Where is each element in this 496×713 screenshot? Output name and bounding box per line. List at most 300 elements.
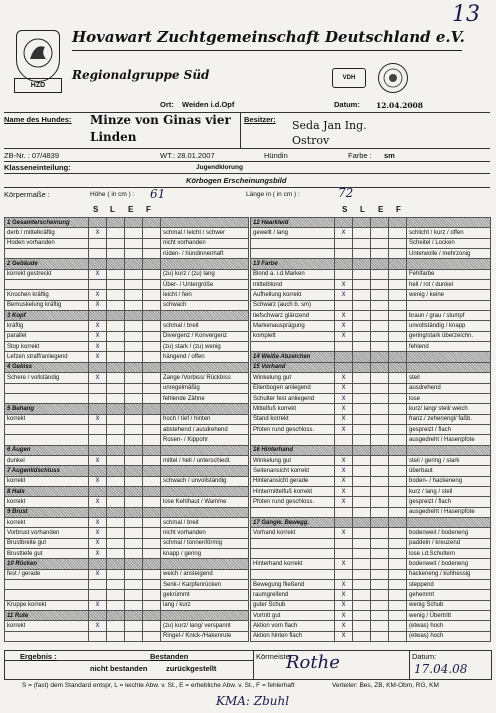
- right-rating-cell[interactable]: [389, 228, 407, 238]
- right-rating-cell[interactable]: [371, 352, 389, 362]
- right-rating-cell[interactable]: [389, 383, 407, 393]
- left-rating-cell[interactable]: [125, 611, 143, 621]
- left-rating-cell[interactable]: [125, 238, 143, 248]
- left-rating-cell[interactable]: X: [89, 352, 107, 362]
- left-rating-cell[interactable]: [125, 331, 143, 341]
- right-rating-cell[interactable]: [371, 311, 389, 321]
- right-rating-cell[interactable]: [371, 517, 389, 527]
- left-rating-cell[interactable]: [143, 269, 161, 279]
- left-rating-cell[interactable]: [125, 580, 143, 590]
- right-rating-cell[interactable]: [389, 249, 407, 259]
- right-rating-cell[interactable]: [353, 321, 371, 331]
- left-rating-cell[interactable]: [125, 559, 143, 569]
- right-rating-cell[interactable]: [389, 218, 407, 228]
- left-rating-cell[interactable]: [125, 373, 143, 383]
- left-rating-cell[interactable]: [107, 352, 125, 362]
- left-rating-cell[interactable]: [125, 404, 143, 414]
- left-rating-cell[interactable]: [143, 476, 161, 486]
- left-rating-cell[interactable]: [143, 549, 161, 559]
- left-rating-cell[interactable]: [89, 590, 107, 600]
- right-rating-cell[interactable]: [335, 445, 353, 455]
- left-rating-cell[interactable]: [143, 590, 161, 600]
- left-rating-cell[interactable]: X: [89, 373, 107, 383]
- left-rating-cell[interactable]: [89, 362, 107, 372]
- right-rating-cell[interactable]: [389, 466, 407, 476]
- right-rating-cell[interactable]: [371, 528, 389, 538]
- left-rating-cell[interactable]: [107, 538, 125, 548]
- left-rating-cell[interactable]: [125, 445, 143, 455]
- left-rating-cell[interactable]: [125, 290, 143, 300]
- right-rating-cell[interactable]: [353, 249, 371, 259]
- right-rating-cell[interactable]: [389, 517, 407, 527]
- left-rating-cell[interactable]: [107, 300, 125, 310]
- right-rating-cell[interactable]: [353, 290, 371, 300]
- left-rating-cell[interactable]: [125, 342, 143, 352]
- left-rating-cell[interactable]: [107, 269, 125, 279]
- right-rating-cell[interactable]: [389, 455, 407, 465]
- right-rating-cell[interactable]: X: [335, 486, 353, 496]
- right-rating-cell[interactable]: [371, 280, 389, 290]
- right-rating-cell[interactable]: [353, 238, 371, 248]
- right-rating-cell[interactable]: [353, 393, 371, 403]
- right-rating-cell[interactable]: [371, 476, 389, 486]
- left-rating-cell[interactable]: [89, 218, 107, 228]
- right-rating-cell[interactable]: [353, 538, 371, 548]
- right-rating-cell[interactable]: [353, 600, 371, 610]
- left-rating-cell[interactable]: [107, 373, 125, 383]
- left-rating-cell[interactable]: [125, 455, 143, 465]
- right-rating-cell[interactable]: X: [335, 280, 353, 290]
- left-rating-cell[interactable]: X: [89, 517, 107, 527]
- right-rating-cell[interactable]: X: [335, 631, 353, 641]
- right-rating-cell[interactable]: [353, 486, 371, 496]
- left-rating-cell[interactable]: X: [89, 569, 107, 579]
- left-rating-cell[interactable]: [107, 549, 125, 559]
- left-rating-cell[interactable]: [143, 290, 161, 300]
- left-rating-cell[interactable]: [89, 383, 107, 393]
- right-rating-cell[interactable]: X: [335, 393, 353, 403]
- right-rating-cell[interactable]: [353, 631, 371, 641]
- right-rating-cell[interactable]: [371, 249, 389, 259]
- right-rating-cell[interactable]: [353, 590, 371, 600]
- right-rating-cell[interactable]: [335, 507, 353, 517]
- left-rating-cell[interactable]: [125, 424, 143, 434]
- right-rating-cell[interactable]: [353, 300, 371, 310]
- right-rating-cell[interactable]: [389, 342, 407, 352]
- left-rating-cell[interactable]: [125, 269, 143, 279]
- left-rating-cell[interactable]: [143, 259, 161, 269]
- left-rating-cell[interactable]: [107, 621, 125, 631]
- right-rating-cell[interactable]: [389, 497, 407, 507]
- left-rating-cell[interactable]: [143, 621, 161, 631]
- right-rating-cell[interactable]: [371, 362, 389, 372]
- right-rating-cell[interactable]: [353, 621, 371, 631]
- left-rating-cell[interactable]: X: [89, 331, 107, 341]
- left-rating-cell[interactable]: [107, 383, 125, 393]
- right-rating-cell[interactable]: [371, 435, 389, 445]
- right-rating-cell[interactable]: X: [335, 528, 353, 538]
- left-rating-cell[interactable]: [125, 590, 143, 600]
- right-rating-cell[interactable]: [371, 414, 389, 424]
- left-rating-cell[interactable]: [89, 631, 107, 641]
- right-rating-cell[interactable]: [371, 590, 389, 600]
- left-rating-cell[interactable]: [143, 486, 161, 496]
- left-rating-cell[interactable]: [107, 424, 125, 434]
- right-rating-cell[interactable]: [335, 249, 353, 259]
- right-rating-cell[interactable]: [389, 611, 407, 621]
- left-rating-cell[interactable]: [107, 569, 125, 579]
- left-rating-cell[interactable]: [107, 311, 125, 321]
- right-rating-cell[interactable]: X: [335, 621, 353, 631]
- right-rating-cell[interactable]: [371, 373, 389, 383]
- right-rating-cell[interactable]: [389, 362, 407, 372]
- left-rating-cell[interactable]: [107, 259, 125, 269]
- right-rating-cell[interactable]: [353, 517, 371, 527]
- left-rating-cell[interactable]: [125, 621, 143, 631]
- right-rating-cell[interactable]: [353, 435, 371, 445]
- left-rating-cell[interactable]: [107, 455, 125, 465]
- right-rating-cell[interactable]: [371, 455, 389, 465]
- right-rating-cell[interactable]: [353, 466, 371, 476]
- right-rating-cell[interactable]: [371, 611, 389, 621]
- left-rating-cell[interactable]: [107, 590, 125, 600]
- left-rating-cell[interactable]: X: [89, 414, 107, 424]
- left-rating-cell[interactable]: [107, 559, 125, 569]
- right-rating-cell[interactable]: X: [335, 476, 353, 486]
- right-rating-cell[interactable]: [371, 383, 389, 393]
- left-rating-cell[interactable]: X: [89, 321, 107, 331]
- right-rating-cell[interactable]: X: [335, 373, 353, 383]
- right-rating-cell[interactable]: [389, 352, 407, 362]
- left-rating-cell[interactable]: [143, 414, 161, 424]
- right-rating-cell[interactable]: [371, 269, 389, 279]
- right-rating-cell[interactable]: [371, 538, 389, 548]
- left-rating-cell[interactable]: [107, 228, 125, 238]
- left-rating-cell[interactable]: [89, 259, 107, 269]
- left-rating-cell[interactable]: [125, 569, 143, 579]
- right-rating-cell[interactable]: [371, 466, 389, 476]
- right-rating-cell[interactable]: [389, 507, 407, 517]
- right-rating-cell[interactable]: [371, 621, 389, 631]
- left-rating-cell[interactable]: [143, 393, 161, 403]
- left-rating-cell[interactable]: [143, 538, 161, 548]
- left-rating-cell[interactable]: [89, 445, 107, 455]
- right-rating-cell[interactable]: X: [335, 600, 353, 610]
- left-rating-cell[interactable]: [125, 393, 143, 403]
- right-rating-cell[interactable]: [389, 486, 407, 496]
- left-rating-cell[interactable]: [107, 466, 125, 476]
- right-rating-cell[interactable]: [353, 549, 371, 559]
- left-rating-cell[interactable]: [143, 497, 161, 507]
- right-rating-cell[interactable]: [353, 269, 371, 279]
- right-rating-cell[interactable]: [335, 435, 353, 445]
- right-rating-cell[interactable]: [371, 300, 389, 310]
- left-rating-cell[interactable]: [143, 249, 161, 259]
- left-rating-cell[interactable]: [125, 486, 143, 496]
- right-rating-cell[interactable]: [389, 528, 407, 538]
- left-rating-cell[interactable]: [143, 362, 161, 372]
- left-rating-cell[interactable]: [107, 528, 125, 538]
- right-rating-cell[interactable]: [371, 445, 389, 455]
- right-rating-cell[interactable]: X: [335, 455, 353, 465]
- right-rating-cell[interactable]: [389, 424, 407, 434]
- left-rating-cell[interactable]: [125, 497, 143, 507]
- right-rating-cell[interactable]: [389, 393, 407, 403]
- left-rating-cell[interactable]: [125, 435, 143, 445]
- left-rating-cell[interactable]: [125, 466, 143, 476]
- right-rating-cell[interactable]: [371, 321, 389, 331]
- right-rating-cell[interactable]: [389, 631, 407, 641]
- left-rating-cell[interactable]: [89, 424, 107, 434]
- right-rating-cell[interactable]: [389, 404, 407, 414]
- right-rating-cell[interactable]: [389, 331, 407, 341]
- left-rating-cell[interactable]: [107, 486, 125, 496]
- left-rating-cell[interactable]: X: [89, 549, 107, 559]
- right-rating-cell[interactable]: [335, 218, 353, 228]
- left-rating-cell[interactable]: [107, 435, 125, 445]
- right-rating-cell[interactable]: [389, 621, 407, 631]
- right-rating-cell[interactable]: X: [335, 497, 353, 507]
- right-rating-cell[interactable]: [389, 590, 407, 600]
- right-rating-cell[interactable]: [371, 497, 389, 507]
- left-rating-cell[interactable]: X: [89, 300, 107, 310]
- right-rating-cell[interactable]: [371, 404, 389, 414]
- left-rating-cell[interactable]: [107, 290, 125, 300]
- left-rating-cell[interactable]: [89, 466, 107, 476]
- right-rating-cell[interactable]: [389, 269, 407, 279]
- right-rating-cell[interactable]: [335, 538, 353, 548]
- left-rating-cell[interactable]: [125, 538, 143, 548]
- right-rating-cell[interactable]: X: [335, 424, 353, 434]
- right-rating-cell[interactable]: [353, 507, 371, 517]
- left-rating-cell[interactable]: [143, 455, 161, 465]
- right-rating-cell[interactable]: [353, 455, 371, 465]
- right-rating-cell[interactable]: [389, 559, 407, 569]
- right-rating-cell[interactable]: [335, 259, 353, 269]
- left-rating-cell[interactable]: [107, 517, 125, 527]
- left-rating-cell[interactable]: [107, 497, 125, 507]
- left-rating-cell[interactable]: [107, 631, 125, 641]
- right-rating-cell[interactable]: [353, 404, 371, 414]
- right-rating-cell[interactable]: [353, 362, 371, 372]
- left-rating-cell[interactable]: [125, 352, 143, 362]
- left-rating-cell[interactable]: X: [89, 476, 107, 486]
- left-rating-cell[interactable]: [125, 300, 143, 310]
- right-rating-cell[interactable]: [371, 342, 389, 352]
- left-rating-cell[interactable]: [89, 580, 107, 590]
- right-rating-cell[interactable]: [371, 631, 389, 641]
- right-rating-cell[interactable]: [371, 600, 389, 610]
- right-rating-cell[interactable]: [389, 414, 407, 424]
- left-rating-cell[interactable]: X: [89, 621, 107, 631]
- left-rating-cell[interactable]: [143, 580, 161, 590]
- right-rating-cell[interactable]: [389, 549, 407, 559]
- left-rating-cell[interactable]: [125, 414, 143, 424]
- right-rating-cell[interactable]: [389, 580, 407, 590]
- left-rating-cell[interactable]: [125, 383, 143, 393]
- right-rating-cell[interactable]: [353, 497, 371, 507]
- right-rating-cell[interactable]: [335, 352, 353, 362]
- left-rating-cell[interactable]: [89, 435, 107, 445]
- left-rating-cell[interactable]: [143, 445, 161, 455]
- left-rating-cell[interactable]: X: [89, 228, 107, 238]
- right-rating-cell[interactable]: [371, 259, 389, 269]
- left-rating-cell[interactable]: [107, 393, 125, 403]
- left-rating-cell[interactable]: [143, 352, 161, 362]
- right-rating-cell[interactable]: [353, 280, 371, 290]
- left-rating-cell[interactable]: [125, 218, 143, 228]
- left-rating-cell[interactable]: [143, 342, 161, 352]
- left-rating-cell[interactable]: [89, 280, 107, 290]
- left-rating-cell[interactable]: X: [89, 600, 107, 610]
- right-rating-cell[interactable]: [389, 569, 407, 579]
- right-rating-cell[interactable]: [371, 486, 389, 496]
- right-rating-cell[interactable]: [389, 435, 407, 445]
- right-rating-cell[interactable]: X: [335, 590, 353, 600]
- right-rating-cell[interactable]: X: [335, 383, 353, 393]
- left-rating-cell[interactable]: [125, 631, 143, 641]
- right-rating-cell[interactable]: [353, 528, 371, 538]
- left-rating-cell[interactable]: [107, 611, 125, 621]
- right-rating-cell[interactable]: X: [335, 311, 353, 321]
- left-rating-cell[interactable]: [125, 528, 143, 538]
- left-rating-cell[interactable]: [107, 600, 125, 610]
- right-rating-cell[interactable]: [371, 238, 389, 248]
- left-rating-cell[interactable]: [89, 311, 107, 321]
- left-rating-cell[interactable]: [107, 342, 125, 352]
- left-rating-cell[interactable]: [143, 383, 161, 393]
- left-rating-cell[interactable]: [143, 238, 161, 248]
- left-rating-cell[interactable]: [125, 362, 143, 372]
- left-rating-cell[interactable]: [143, 218, 161, 228]
- right-rating-cell[interactable]: [353, 611, 371, 621]
- right-rating-cell[interactable]: X: [335, 414, 353, 424]
- right-rating-cell[interactable]: [335, 300, 353, 310]
- left-rating-cell[interactable]: [89, 507, 107, 517]
- right-rating-cell[interactable]: [389, 311, 407, 321]
- right-rating-cell[interactable]: [371, 218, 389, 228]
- left-rating-cell[interactable]: [125, 280, 143, 290]
- left-rating-cell[interactable]: [143, 435, 161, 445]
- right-rating-cell[interactable]: X: [335, 290, 353, 300]
- right-rating-cell[interactable]: [371, 580, 389, 590]
- left-rating-cell[interactable]: [143, 528, 161, 538]
- right-rating-cell[interactable]: [371, 569, 389, 579]
- right-rating-cell[interactable]: [389, 280, 407, 290]
- left-rating-cell[interactable]: [89, 404, 107, 414]
- right-rating-cell[interactable]: [389, 600, 407, 610]
- left-rating-cell[interactable]: [107, 238, 125, 248]
- left-rating-cell[interactable]: [143, 507, 161, 517]
- right-rating-cell[interactable]: [389, 445, 407, 455]
- right-rating-cell[interactable]: [371, 424, 389, 434]
- left-rating-cell[interactable]: [107, 507, 125, 517]
- right-rating-cell[interactable]: [371, 507, 389, 517]
- left-rating-cell[interactable]: [143, 631, 161, 641]
- right-rating-cell[interactable]: [353, 476, 371, 486]
- left-rating-cell[interactable]: [107, 280, 125, 290]
- left-rating-cell[interactable]: [125, 311, 143, 321]
- right-rating-cell[interactable]: X: [335, 580, 353, 590]
- left-rating-cell[interactable]: [143, 311, 161, 321]
- right-rating-cell[interactable]: [371, 549, 389, 559]
- right-rating-cell[interactable]: [371, 559, 389, 569]
- left-rating-cell[interactable]: [125, 600, 143, 610]
- right-rating-cell[interactable]: X: [335, 228, 353, 238]
- right-rating-cell[interactable]: [389, 238, 407, 248]
- left-rating-cell[interactable]: [107, 362, 125, 372]
- right-rating-cell[interactable]: X: [335, 331, 353, 341]
- right-rating-cell[interactable]: [353, 311, 371, 321]
- right-rating-cell[interactable]: [335, 238, 353, 248]
- right-rating-cell[interactable]: [335, 269, 353, 279]
- right-rating-cell[interactable]: [335, 549, 353, 559]
- right-rating-cell[interactable]: X: [335, 404, 353, 414]
- left-rating-cell[interactable]: X: [89, 528, 107, 538]
- left-rating-cell[interactable]: [89, 393, 107, 403]
- right-rating-cell[interactable]: [353, 352, 371, 362]
- left-rating-cell[interactable]: [143, 466, 161, 476]
- left-rating-cell[interactable]: [143, 611, 161, 621]
- right-rating-cell[interactable]: [389, 373, 407, 383]
- left-rating-cell[interactable]: [143, 517, 161, 527]
- right-rating-cell[interactable]: [389, 259, 407, 269]
- left-rating-cell[interactable]: X: [89, 538, 107, 548]
- left-rating-cell[interactable]: [143, 373, 161, 383]
- right-rating-cell[interactable]: [389, 290, 407, 300]
- right-rating-cell[interactable]: [353, 228, 371, 238]
- right-rating-cell[interactable]: [353, 373, 371, 383]
- left-rating-cell[interactable]: [89, 559, 107, 569]
- right-rating-cell[interactable]: [371, 331, 389, 341]
- left-rating-cell[interactable]: [143, 600, 161, 610]
- right-rating-cell[interactable]: [389, 538, 407, 548]
- right-rating-cell[interactable]: [353, 569, 371, 579]
- right-rating-cell[interactable]: [353, 259, 371, 269]
- left-rating-cell[interactable]: [143, 228, 161, 238]
- left-rating-cell[interactable]: [107, 218, 125, 228]
- right-rating-cell[interactable]: [389, 321, 407, 331]
- left-rating-cell[interactable]: X: [89, 342, 107, 352]
- right-rating-cell[interactable]: X: [335, 559, 353, 569]
- right-rating-cell[interactable]: [353, 331, 371, 341]
- left-rating-cell[interactable]: [125, 507, 143, 517]
- left-rating-cell[interactable]: [107, 321, 125, 331]
- right-rating-cell[interactable]: [389, 300, 407, 310]
- left-rating-cell[interactable]: [107, 331, 125, 341]
- right-rating-cell[interactable]: X: [335, 466, 353, 476]
- right-rating-cell[interactable]: [353, 559, 371, 569]
- right-rating-cell[interactable]: [353, 445, 371, 455]
- left-rating-cell[interactable]: [107, 445, 125, 455]
- left-rating-cell[interactable]: [143, 569, 161, 579]
- left-rating-cell[interactable]: [125, 476, 143, 486]
- right-rating-cell[interactable]: [335, 517, 353, 527]
- right-rating-cell[interactable]: [353, 383, 371, 393]
- left-rating-cell[interactable]: [143, 280, 161, 290]
- left-rating-cell[interactable]: [89, 249, 107, 259]
- left-rating-cell[interactable]: [125, 517, 143, 527]
- right-rating-cell[interactable]: [371, 228, 389, 238]
- left-rating-cell[interactable]: [125, 259, 143, 269]
- left-rating-cell[interactable]: X: [89, 497, 107, 507]
- right-rating-cell[interactable]: [353, 218, 371, 228]
- left-rating-cell[interactable]: [125, 549, 143, 559]
- right-rating-cell[interactable]: [335, 342, 353, 352]
- right-rating-cell[interactable]: [335, 362, 353, 372]
- left-rating-cell[interactable]: X: [89, 269, 107, 279]
- left-rating-cell[interactable]: [107, 476, 125, 486]
